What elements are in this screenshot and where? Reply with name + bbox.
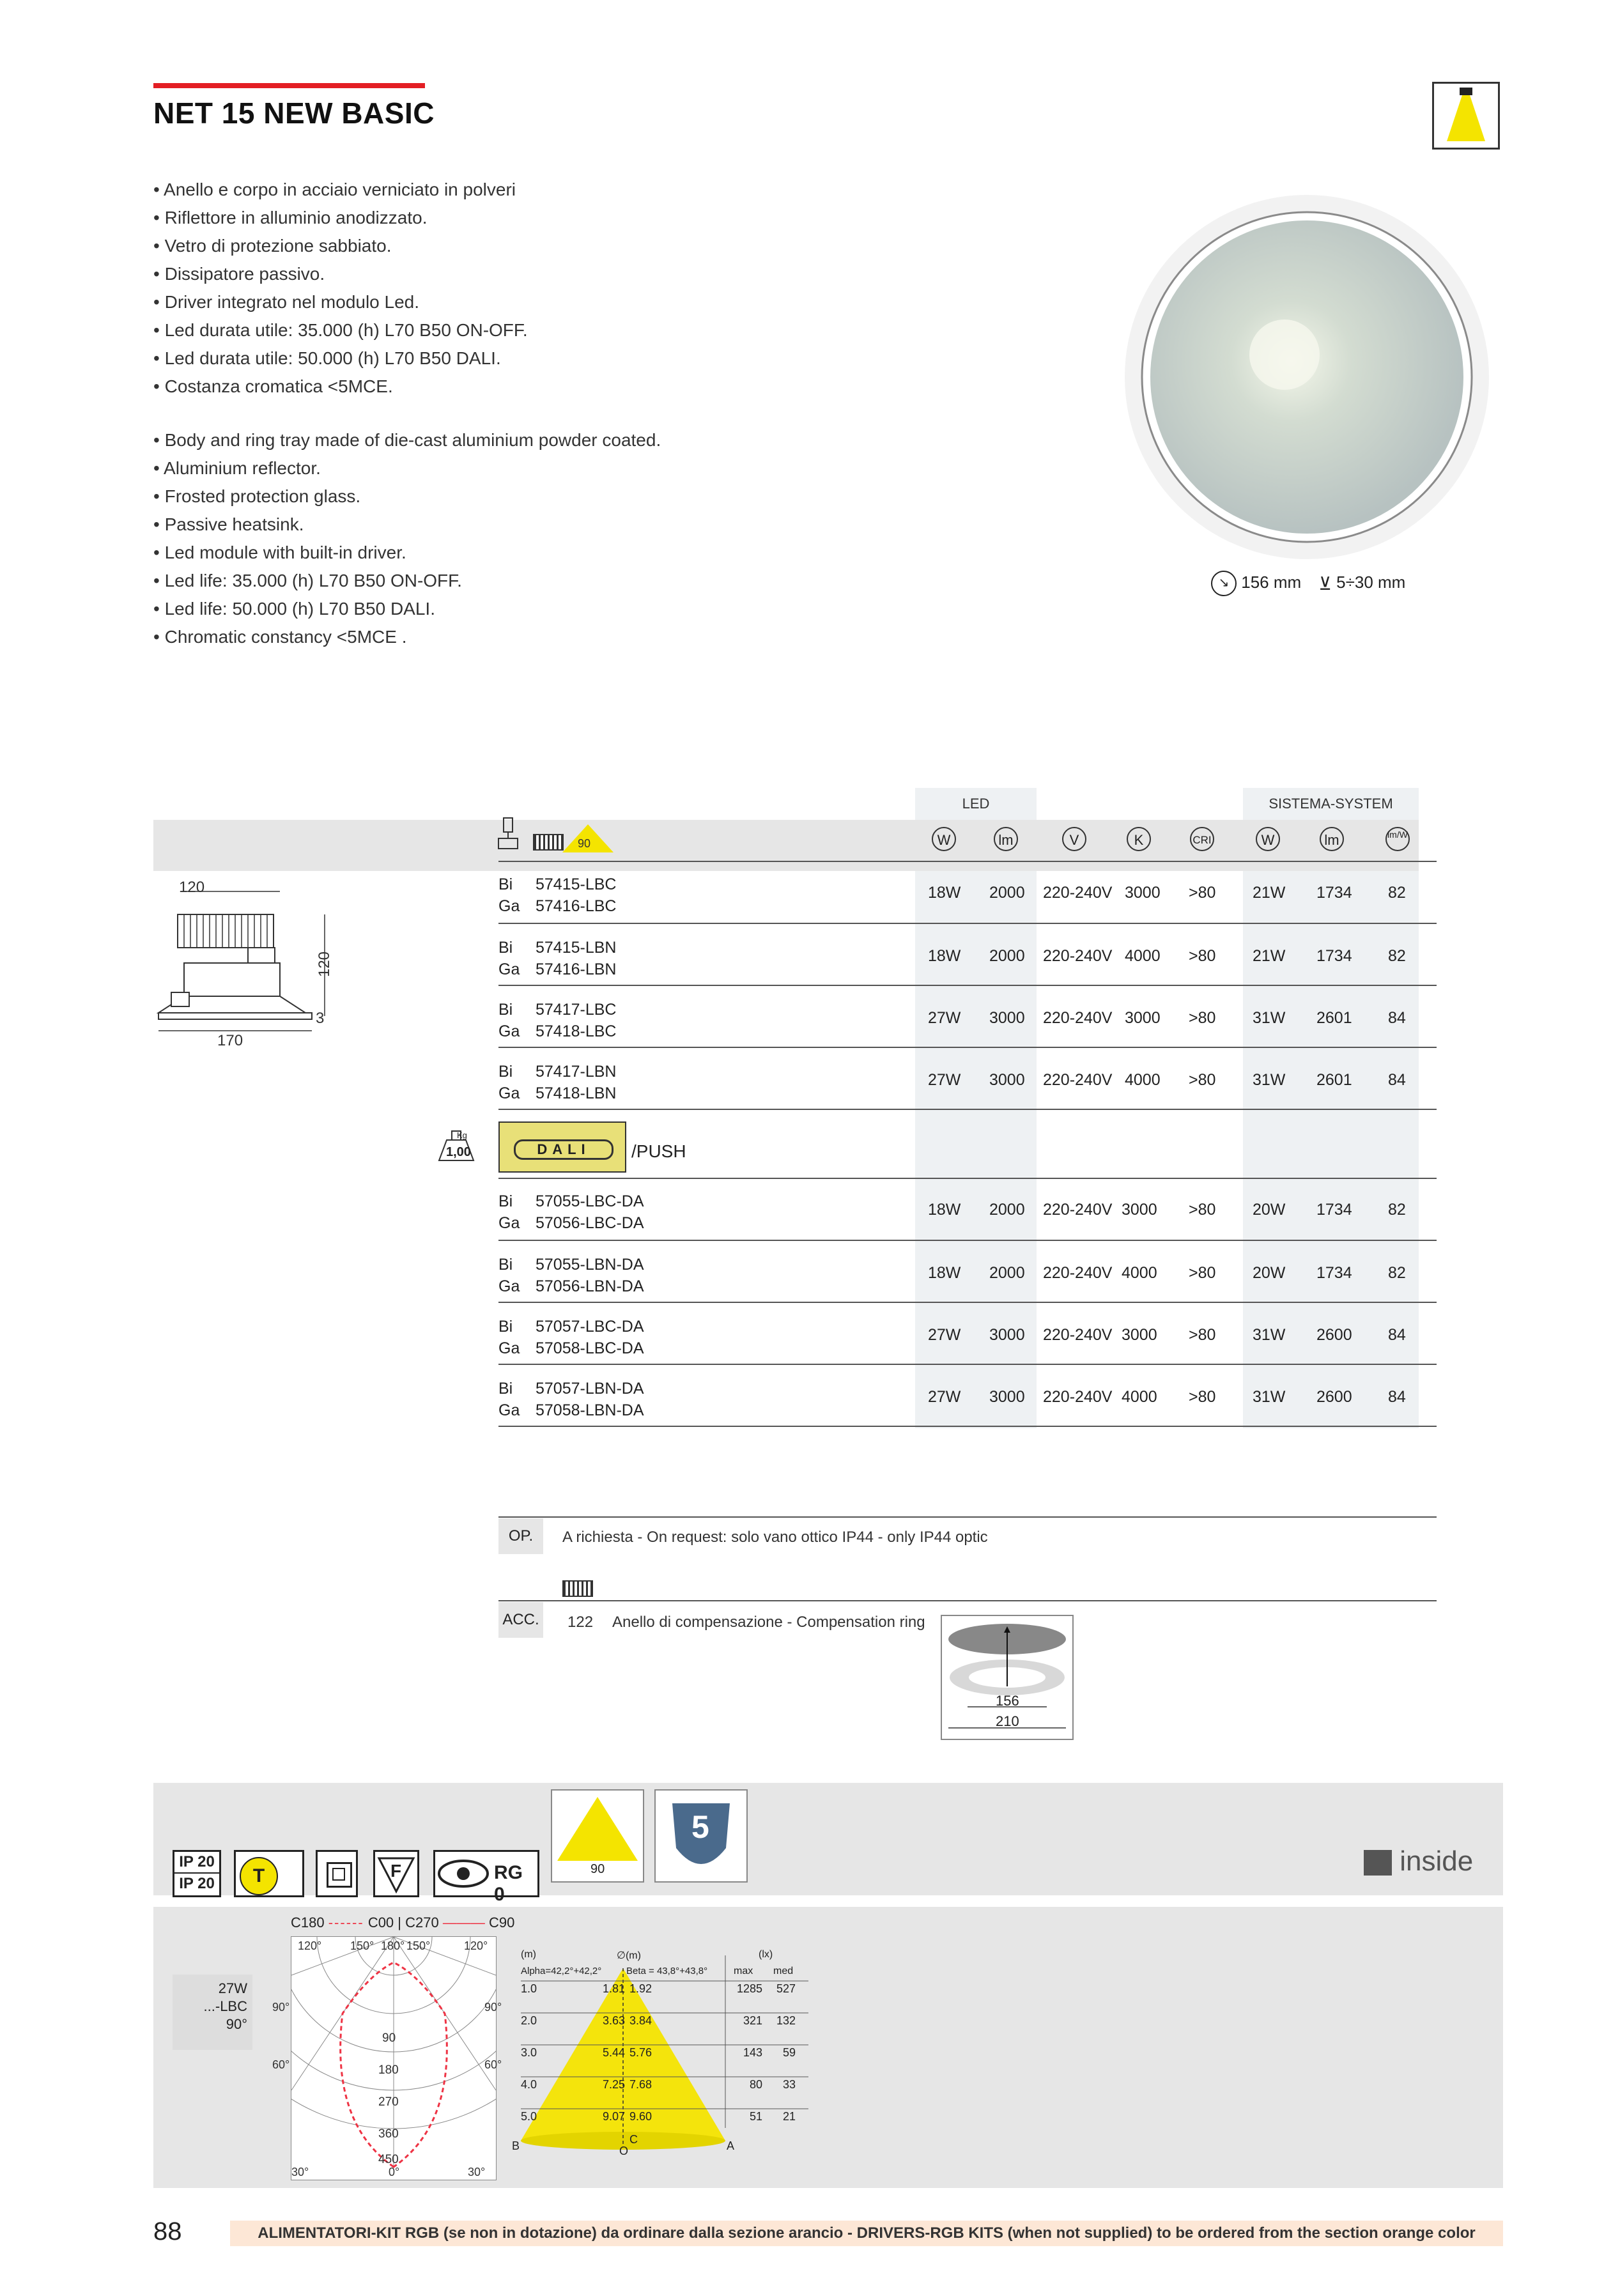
acc-label: ACC. [498,1602,543,1638]
kelvin-icon: K [1127,827,1151,851]
heatsink-icon [562,1580,593,1597]
footer-note: ALIMENTATORI-KIT RGB (se non in dotazione) da ordinare dalla sezione arancio - DRIVERS-RGB KITS (when not supplied) to be ordered from the section orange color [230,2221,1503,2246]
ceiling-thickness: 5÷30 mm [1336,572,1406,592]
accessories-rule [498,1600,1437,1601]
dali-logo: DALI [498,1121,626,1173]
drawing-bottom-width: 170 [217,1032,243,1049]
product-photo [1122,192,1492,562]
feature-item: • Led durata utile: 35.000 (h) L70 B50 ON-OFF. [153,316,528,344]
cutout-icon: ↘ [1211,571,1237,596]
heatsink-icon [533,834,564,851]
ring-inner-diameter: 156 [996,1693,1019,1709]
weight-value: 1,00 [446,1145,471,1159]
page-number: 88 [153,2217,182,2246]
acc-text: Anello di compensazione - Compensation ring [612,1614,925,1631]
table-row: Bi 57417-LBN Ga 57418-LBN 27W 3000 220-240V 4000 >80 31W 2601 84 [498,1047,1437,1110]
recessed-mount-icon [497,817,519,853]
drawing-rim: 3 [316,1010,325,1027]
warranty-shield-icon: 5 [654,1789,748,1883]
acc-code: 122 [567,1614,594,1631]
table-row: Bi 57057-LBC-DA Ga 57058-LBC-DA 27W 3000 220-240V 3000 >80 31W 2600 84 [498,1302,1437,1365]
feature-item: • Led module with built-in driver. [153,539,661,567]
f-mark-icon: F [373,1850,419,1897]
ceiling-thickness-icon: ⊻ [1318,573,1332,594]
photobiological-rg0-icon: RG 0 [433,1850,539,1897]
table-section-rule [498,1109,1437,1110]
table-row: Bi 57055-LBC-DA Ga 57056-LBC-DA 18W 2000 220-240V 3000 >80 20W 1734 82 [498,1192,1406,1232]
features-english [153,426,661,651]
ip-rating-badge: IP 20 IP 20 [173,1850,221,1897]
beam-angle-icon: 90 [551,1789,644,1883]
table-row: Bi 57415-LBN Ga 57416-LBN 18W 2000 220-240V 4000 >80 21W 1734 82 [498,923,1437,986]
table-row: Bi 57055-LBN-DA Ga 57056-LBN-DA 18W 2000 220-240V 4000 >80 20W 1734 82 [498,1240,1437,1303]
title-accent-bar [153,83,425,88]
downlight-beam-icon [1432,82,1500,150]
feature-item: • Led life: 35.000 (h) L70 B50 ON-OFF. [153,567,661,595]
feature-item: • Body and ring tray made of die-cast aluminium powder coated. [153,426,661,454]
cutout-size: 156 mm [1241,572,1302,592]
table-row: Bi 57415-LBC Ga 57416-LBC 18W 2000 220-240V 3000 >80 21W 1734 82 [498,875,1406,915]
dimension-info [1211,571,1405,596]
feature-item: • Anello e corpo in acciaio verniciato in polveri [153,176,528,204]
table-row: Bi 57417-LBC Ga 57418-LBC 27W 3000 220-240V 3000 >80 31W 2601 84 [498,985,1437,1048]
polar-legend: C180 ------ C00 | C270 ——— C90 [291,1915,515,1930]
system-watt-icon: W [1256,827,1280,851]
drawing-height: 120 [316,951,334,978]
feature-item: • Costanza cromatica <5MCE. [153,373,528,401]
compensation-ring-image [941,1615,1074,1740]
system-group-header: SISTEMA-SYSTEM [1269,796,1393,812]
op-text: A richiesta - On request: solo vano ottico IP44 - only IP44 optic [562,1529,988,1546]
feature-item: • Led durata utile: 50.000 (h) L70 B50 DALI. [153,344,528,373]
beam-angle-value: 90 [578,837,591,850]
inside-brand-logo: inside [1364,1845,1473,1877]
model-label: 27W ...-LBC 90° [173,1975,252,2050]
table-end-rule [498,1426,1437,1427]
page-title: NET 15 NEW BASIC [153,96,435,130]
system-lumen-icon: lm [1320,827,1344,851]
feature-item: • Driver integrato nel modulo Led. [153,288,528,316]
technical-drawing [152,879,344,1051]
polar-diagram: 120° 150° 180° 150° 120° 90° 90° 60° 60° 30° 0° 30° 90 180 270 360 450 [291,1936,497,2180]
feature-item: • Riflettore in alluminio anodizzato. [153,204,528,232]
feature-item: • Chromatic constancy <5MCE . [153,623,661,651]
feature-item: • Dissipatore passivo. [153,260,528,288]
cri-icon: CRI [1190,827,1214,851]
t-rating-icon: T [234,1850,304,1897]
feature-item: • Vetro di protezione sabbiato. [153,232,528,260]
weight-unit: Kg [457,1130,467,1140]
feature-item: • Aluminium reflector. [153,454,661,482]
options-rule [498,1516,1437,1518]
lumen-icon: lm [994,827,1018,851]
feature-item: • Passive heatsink. [153,511,661,539]
house-icon [1364,1850,1392,1876]
op-label: OP. [498,1518,543,1554]
weight-badge [438,1130,475,1162]
feature-item: • Frosted protection glass. [153,482,661,511]
beam-angle-badge [562,824,613,856]
table-row: Bi 57057-LBN-DA Ga 57058-LBN-DA 27W 3000 220-240V 4000 >80 31W 2600 84 [498,1364,1437,1427]
led-group-header: LED [962,796,990,812]
features-italian [153,176,528,401]
voltage-icon: V [1062,827,1086,851]
efficacy-icon: lm/W [1385,827,1410,851]
light-cone-diagram: (m) ∅(m) Alpha=42,2°+42,2° Beta = 43,8°+43,8° (lx) max med 1.0 1.81 1.92 1285 527 2.0 3.63 3.84 321 132 3.0 5.44 5.76 143 59 4.0 7.25 7.68 80 33 5.0 9.07 9.60 51 21 B C A O [512,1949,796,2157]
ring-outer-diameter: 210 [996,1713,1019,1729]
drawing-top-width: 120 [179,879,205,896]
watt-icon: W [932,827,956,851]
feature-item: • Led life: 50.000 (h) L70 B50 DALI. [153,595,661,623]
push-label: /PUSH [631,1141,686,1161]
class-ii-icon [316,1850,358,1897]
